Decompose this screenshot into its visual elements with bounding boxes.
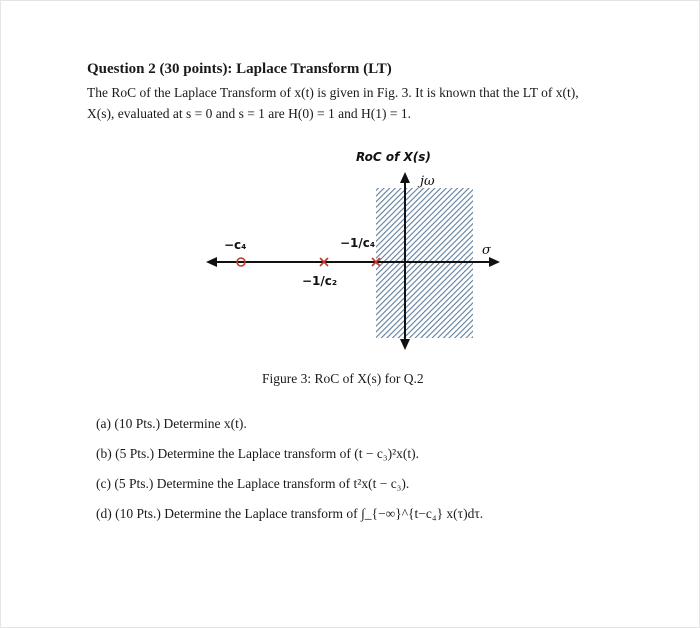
question-line-1: The RoC of the Laplace Transform of x(t) is given in Fig. 3. It is known that the LT of x(t), <box>87 85 579 100</box>
part-text: Determine the Laplace transform of (t − c₃)²x(t). <box>157 446 420 461</box>
real-axis-arrow-left <box>206 257 217 267</box>
part-text: Determine the Laplace transform of ∫_{−∞}^{t−c₄} x(τ)dτ. <box>164 506 484 521</box>
part-points: (10 Pts.) <box>115 506 161 521</box>
pole2-label: −1/c₄ <box>340 236 376 250</box>
imag-axis-arrow-down <box>400 339 410 350</box>
part-b <box>96 446 419 462</box>
part-label: (a) <box>96 416 111 431</box>
real-axis-label: σ <box>482 243 491 258</box>
part-label: (d) <box>96 506 112 521</box>
part-label: (c) <box>96 476 111 491</box>
real-axis-arrow-right <box>489 257 500 267</box>
question-title: Question 2 (30 points): Laplace Transform (LT) <box>87 61 392 77</box>
part-c <box>96 476 409 492</box>
figure-title: RoC of X(s) <box>356 150 431 164</box>
pole1-label: −1/c₂ <box>302 274 338 288</box>
part-points: (5 Pts.) <box>114 476 154 491</box>
question-line-2: X(s), evaluated at s = 0 and s = 1 are H(0) = 1 and H(1) = 1. <box>87 106 411 121</box>
part-text: Determine the Laplace transform of t²x(t − c₃). <box>156 476 410 491</box>
part-text: Determine x(t). <box>163 416 247 431</box>
imag-axis-label: jω <box>420 174 435 189</box>
part-a <box>96 416 247 432</box>
part-points: (5 Pts.) <box>115 446 155 461</box>
part-label: (b) <box>96 446 112 461</box>
imag-axis-arrow-up <box>400 172 410 183</box>
zero-label: −c₄ <box>224 238 247 252</box>
part-d <box>96 506 483 522</box>
figure-caption: Figure 3: RoC of X(s) for Q.2 <box>262 371 424 386</box>
part-points: (10 Pts.) <box>114 416 161 431</box>
